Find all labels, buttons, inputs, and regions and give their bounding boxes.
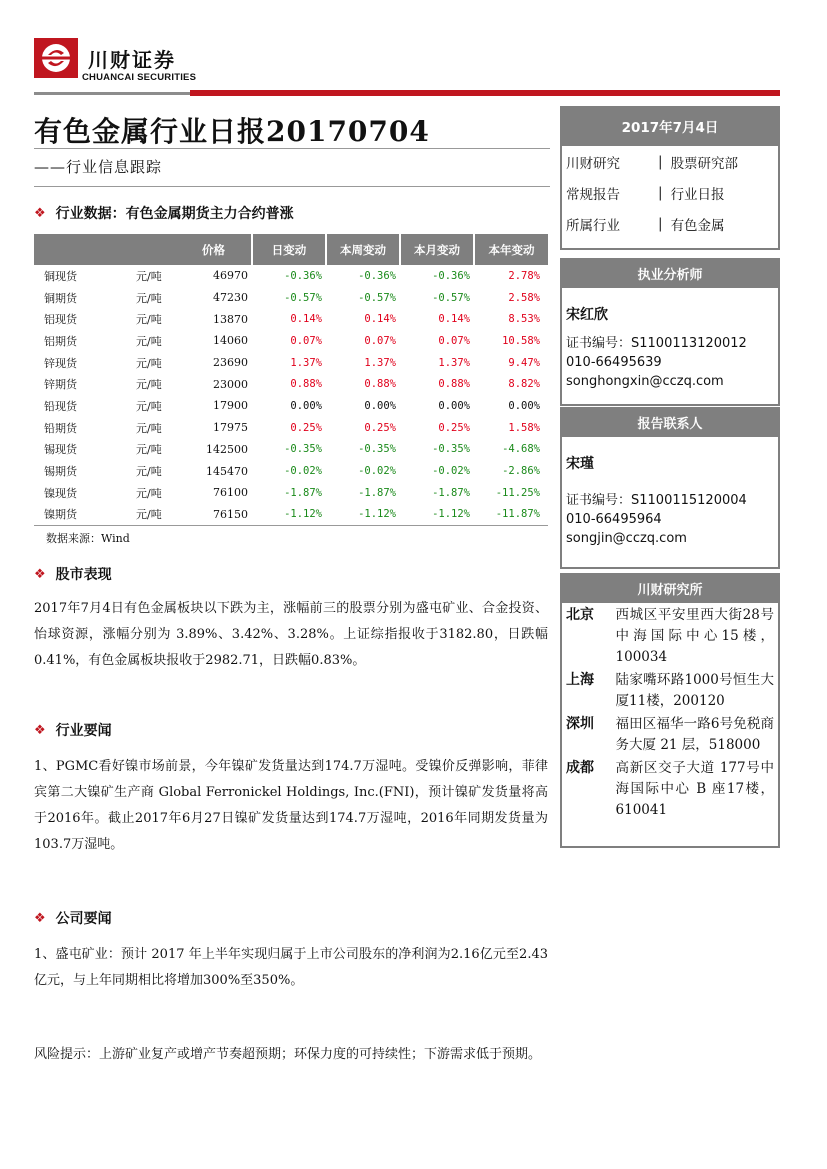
header-accent-bar [190, 90, 780, 96]
table-row [34, 417, 548, 439]
institute-heading: 川财研究所 [560, 573, 780, 603]
office-entry [562, 670, 778, 712]
institute-offices-box [560, 603, 780, 848]
analyst-heading: 执业分析师 [560, 258, 780, 288]
unit: 元/吨 [136, 334, 162, 348]
week-change: 0.14% [364, 313, 396, 326]
year-change: 8.53% [508, 313, 540, 326]
month-change: 0.07% [438, 334, 470, 347]
year-change: 9.47% [508, 356, 540, 369]
office-entry [562, 758, 778, 821]
metal-name: 铝现货 [44, 313, 77, 327]
diamond-bullet-icon: ❖ [34, 910, 46, 926]
contact-phone: 010-66495964 [566, 512, 662, 527]
report-date: 2017年7月4日 [560, 106, 780, 146]
year-change: -11.25% [495, 486, 540, 499]
col-header-price: 价格 [176, 234, 252, 265]
unit: 元/吨 [136, 443, 162, 457]
office-entry [562, 605, 778, 668]
day-change: -0.35% [284, 443, 322, 456]
info-value: 行业日报 [670, 186, 725, 203]
subtitle-divider [34, 186, 550, 187]
office-city: 深圳 [566, 716, 594, 732]
month-change: 0.00% [438, 399, 470, 412]
analyst-phone: 010-66495639 [566, 355, 662, 370]
week-change: -0.02% [358, 465, 396, 478]
industry-news-text: 1、PGMC看好镍市场前景，今年镍矿发货量达到174.7万湿吨。受镍价反弹影响，菲律宾第二大镍矿生产商 Global Ferronickel Holdings, Inc.(FNI)，预计镍矿发货量将高于2016年。截止2017年6月27日镍矿发货量达到174.7万湿吨，2016年同期发货量为103.7万湿吨。 [34, 759, 548, 852]
contact-box [560, 437, 780, 569]
table-row [34, 439, 548, 461]
section-heading-company: ❖ 公司要闻 [34, 910, 112, 927]
office-entry [562, 714, 778, 756]
info-separator: | [658, 184, 663, 201]
info-separator: | [658, 215, 663, 232]
section-heading-industry-data: ❖ 行业数据：有色金属期货主力合约普涨 [34, 205, 294, 222]
year-change: 1.58% [508, 421, 540, 434]
company-logo [34, 38, 78, 78]
month-change: -0.02% [432, 465, 470, 478]
month-change: -0.35% [432, 443, 470, 456]
contact-email[interactable]: songjin@cczq.com [566, 531, 687, 546]
week-change: 1.37% [364, 356, 396, 369]
brand-name-en: CHUANCAI SECURITIES [82, 72, 197, 83]
table-row [34, 482, 548, 504]
week-change: -0.57% [358, 291, 396, 304]
analyst-name: 宋红欣 [566, 307, 608, 323]
day-change: -0.57% [284, 291, 322, 304]
office-city: 上海 [566, 672, 594, 688]
report-subtitle: ——行业信息跟踪 [34, 158, 163, 176]
price: 76100 [213, 486, 248, 500]
contact-cert: 证书编号：S1100115120004 [566, 493, 747, 508]
contact-heading: 报告联系人 [560, 407, 780, 437]
month-change: -0.57% [432, 291, 470, 304]
day-change: 0.14% [290, 313, 322, 326]
month-change: -1.12% [400, 504, 474, 526]
unit: 元/吨 [136, 421, 162, 435]
table-row [34, 265, 548, 287]
year-change: 10.58% [502, 334, 540, 347]
unit: 元/吨 [136, 269, 162, 283]
table-row [34, 373, 548, 395]
unit: 元/吨 [136, 313, 162, 327]
metal-name: 铝期货 [44, 334, 77, 348]
year-change: 2.58% [508, 291, 540, 304]
office-city: 成都 [566, 760, 594, 776]
price: 76150 [176, 504, 252, 526]
unit: 元/吨 [114, 504, 176, 526]
table-row [34, 330, 548, 352]
day-change: 0.88% [290, 378, 322, 391]
title-divider [34, 148, 550, 149]
unit: 元/吨 [136, 378, 162, 392]
price: 47230 [213, 291, 248, 305]
office-city: 北京 [566, 607, 594, 623]
day-change: 0.00% [290, 399, 322, 412]
analyst-box [560, 288, 780, 406]
week-change: 0.00% [364, 399, 396, 412]
metal-name: 锌期货 [44, 378, 77, 392]
price: 14060 [213, 334, 248, 348]
day-change: -1.12% [252, 504, 326, 526]
report-info-box [560, 146, 780, 250]
price: 23000 [213, 377, 248, 391]
month-change: -1.87% [432, 486, 470, 499]
month-change: -0.36% [432, 269, 470, 282]
month-change: 0.25% [438, 421, 470, 434]
table-header-row [34, 234, 548, 265]
month-change: 1.37% [438, 356, 470, 369]
day-change: -1.87% [284, 486, 322, 499]
month-change: 0.88% [438, 378, 470, 391]
table-row [34, 504, 548, 526]
year-change: -11.87% [474, 504, 548, 526]
office-address: 陆家嘴环路1000号恒生大厦11楼，200120 [615, 672, 774, 709]
report-info-row [562, 146, 778, 177]
table-row [34, 460, 548, 482]
section-heading-news: ❖ 行业要闻 [34, 722, 112, 739]
brand-name-cn: 川财证券 [88, 48, 176, 72]
metal-name: 铜期货 [44, 291, 77, 305]
metals-price-table [34, 234, 548, 526]
col-header-week: 本周变动 [326, 234, 400, 265]
month-change: 0.14% [438, 313, 470, 326]
week-change: 0.07% [364, 334, 396, 347]
metal-name: 铜现货 [44, 269, 77, 283]
year-change: 0.00% [508, 399, 540, 412]
week-change: 0.88% [364, 378, 396, 391]
metal-name: 锡现货 [44, 443, 77, 457]
day-change: -0.36% [284, 269, 322, 282]
metal-name: 铅期货 [44, 421, 77, 435]
diamond-bullet-icon: ❖ [34, 205, 46, 221]
week-change: -1.87% [358, 486, 396, 499]
risk-warning-text: 风险提示：上游矿业复产或增产节奏超预期；环保力度的可持续性；下游需求低于预期。 [34, 1047, 542, 1062]
analyst-email[interactable]: songhongxin@cczq.com [566, 374, 724, 389]
unit: 元/吨 [136, 486, 162, 500]
year-change: 2.78% [508, 269, 540, 282]
price: 46970 [213, 269, 248, 283]
year-change: -2.86% [502, 465, 540, 478]
metal-name: 镍期货 [34, 504, 114, 526]
metal-name: 镍现货 [44, 486, 77, 500]
year-change: 8.82% [508, 378, 540, 391]
day-change: 1.37% [290, 356, 322, 369]
price: 23690 [213, 356, 248, 370]
report-title: 有色金属行业日报20170704 [34, 115, 430, 148]
office-address: 西城区平安里西大街28号中海国际中心15楼，100034 [615, 607, 774, 665]
section-heading-market: ❖ 股市表现 [34, 566, 112, 583]
info-key: 所属行业 [566, 217, 620, 234]
office-address: 福田区福华一路6号免税商务大厦 21 层，518000 [615, 716, 774, 753]
price: 142500 [206, 442, 248, 456]
office-address: 高新区交子大道 177号中海国际中心 B 座17楼，610041 [615, 760, 774, 818]
table-row [34, 352, 548, 374]
price: 17975 [213, 421, 248, 435]
year-change: -4.68% [502, 443, 540, 456]
price: 13870 [213, 312, 248, 326]
unit: 元/吨 [136, 291, 162, 305]
info-key: 常规报告 [566, 186, 620, 203]
unit: 元/吨 [136, 356, 162, 370]
col-header-month: 本月变动 [400, 234, 474, 265]
day-change: 0.25% [290, 421, 322, 434]
report-info-row [562, 208, 778, 239]
table-row [34, 308, 548, 330]
info-key: 川财研究 [566, 155, 620, 172]
data-source-note: 数据来源：Wind [46, 532, 130, 545]
col-header-day: 日变动 [252, 234, 326, 265]
diamond-bullet-icon: ❖ [34, 722, 46, 738]
info-separator: | [658, 153, 663, 170]
contact-name: 宋瑾 [566, 456, 594, 472]
table-row [34, 395, 548, 417]
week-change: -1.12% [326, 504, 400, 526]
metal-name: 铅现货 [44, 399, 77, 413]
price: 17900 [213, 399, 248, 413]
analyst-cert: 证书编号：S1100113120012 [566, 336, 747, 351]
diamond-bullet-icon: ❖ [34, 566, 46, 582]
metal-name: 锡期货 [44, 465, 77, 479]
week-change: -0.35% [358, 443, 396, 456]
price: 145470 [206, 464, 248, 478]
day-change: 0.07% [290, 334, 322, 347]
info-value: 股票研究部 [670, 155, 739, 172]
unit: 元/吨 [136, 465, 162, 479]
report-info-row [562, 177, 778, 208]
metal-name: 锌现货 [44, 356, 77, 370]
day-change: -0.02% [284, 465, 322, 478]
col-header-year: 本年变动 [474, 234, 548, 265]
week-change: -0.36% [358, 269, 396, 282]
logo-icon [34, 38, 78, 78]
company-news-text: 1、盛屯矿业：预计 2017 年上半年实现归属于上市公司股东的净利润为2.16亿元至2.43亿元，与上年同期相比将增加300%至350%。 [34, 947, 548, 988]
market-summary-text: 2017年7月4日有色金属板块以下跌为主，涨幅前三的股票分别为盛屯矿业、合金投资、怡球资源，涨幅分别为 3.89%、3.42%、3.28%。上证综指报收于3182.80，日跌幅0.41%，有色金属板块报收于2982.71，日跌幅0.83%。 [34, 601, 548, 668]
unit: 元/吨 [136, 399, 162, 413]
week-change: 0.25% [364, 421, 396, 434]
table-row [34, 287, 548, 309]
info-value: 有色金属 [670, 217, 725, 234]
